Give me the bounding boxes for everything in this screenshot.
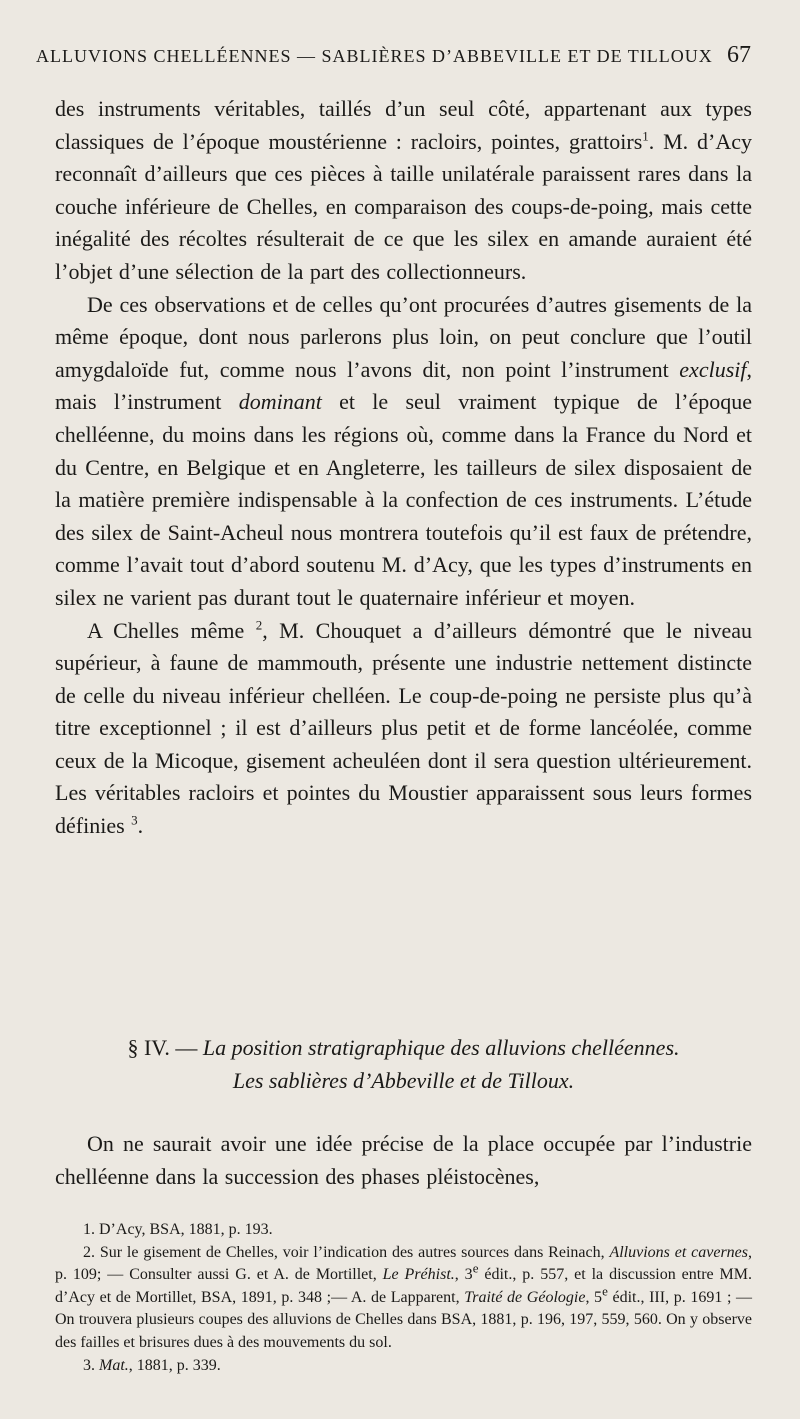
section-opening-paragraph [55,1127,752,1193]
section-heading-line-1 [55,1031,752,1064]
footnote-3 [55,1355,752,1378]
paragraph-1 [55,93,752,289]
text-run: . [137,813,144,839]
superscript: e [602,1283,608,1299]
emphasis-dominant: dominant [238,389,322,415]
running-head [36,42,751,72]
text-run: et le seul vraiment typique de l’époque chelléenne, du moins dans les régions où, comme dans la France du Nord et du Centre, en Belgique et en Angleterre, les tailleurs de silex disposaient de la matière première indispensable à la confection de ces instruments. L’étude des silex de Saint-Acheul nous montrera toutefois qu’il est faux de prétendre, comme l’avait tout d’abord soutenu M. d’Acy, que les types d’instruments en silex ne varient pas durant tout le quaternaire inférieur et moyen. [55,389,752,610]
superscript: e [472,1260,479,1276]
footnote-ref-3: 3 [131,812,138,828]
emphasis: Alluvions et cavernes [609,1243,748,1261]
text-run: , 3 [454,1266,473,1284]
section-paragraph: On ne saurait avoir une idée précise de la place occupée par l’industrie chelléenne dans la succession des phases pléistocènes, [55,1131,752,1189]
text-run: 3. [83,1356,99,1374]
text-run: De ces observations et de celles qu’ont procurées d’autres gisements de la même époque, dont nous parlerons plus loin, on peut conclure que l’outil amygdaloïde fut, comme nous l’avons dit, non point l’instrument [55,291,752,382]
text-run: des instruments véritables, taillés d’un seul côté, appartenant aux types classiques de l’époque moustérienne : racloirs, pointes, grattoirs [55,96,752,154]
running-head-title: ALLUVIONS CHELLÉENNES — SABLIÈRES D’ABBEVILLE ET DE TILLOUX [36,46,713,66]
section-title-line-1: La position stratigraphique des alluvions chelléennes. [202,1035,680,1060]
text-run: , p. 109; — Consulter aussi G. et A. de Mortillet, [55,1243,752,1284]
page-number: 67 [727,42,751,68]
text-run: . M. d’Acy reconnaît d’ailleurs que ces pièces à taille unilatérale paraissent rares dans la couche inférieure de Chelles, en comparaison des coups-de-poing, mais cette inégalité des récoltes résulterait de ce que les silex en amande auraient été l’objet d’une sélection de la part des collectionneurs. [55,128,752,284]
footnotes [55,1219,752,1377]
text-run: , mais l’instrument [55,356,752,415]
text-run: 2. Sur le gisement de Chelles, voir l’indication des autres sources dans Reinach, [83,1243,610,1261]
section-title-line-2: Les sablières d’Abbeville et de Tilloux. [232,1068,575,1093]
text-run: édit., p. 557, et la discussion entre MM. d’Acy et de Mortillet, BSA, 1891, p. 348 ;— A. de Lapparent, [55,1266,753,1306]
footnote-ref-1: 1 [642,128,649,144]
emphasis: Le Préhist. [382,1266,455,1284]
text-run: , 5 [585,1288,603,1306]
footnote-2 [55,1242,752,1355]
emphasis: Mat. [99,1356,129,1374]
emphasis-exclusif: exclusif [679,356,747,382]
footnote-ref-2: 2 [255,617,263,633]
main-text [55,93,752,843]
emphasis: Traité de Géologie [464,1288,586,1306]
text-run: édit., III, p. 1691 ; — On trouvera plusieurs coupes des alluvions de Chelles dans BSA, 1881, p. 196, 197, 559, 560. On y observe des failles et brisures dues à des mouvements du sol. [55,1288,753,1351]
section-heading [55,1031,752,1097]
footnote-1: 1. D’Acy, BSA, 1881, p. 193. [83,1221,273,1238]
paragraph-2 [55,289,752,615]
text-run: A Chelles même [87,617,256,643]
paragraph-3 [55,615,752,843]
section-label: § IV. — [127,1035,203,1060]
text-run: , 1881, p. 339. [128,1356,221,1374]
text-run: , M. Chouquet a d’ailleurs démontré que le niveau supérieur, à faune de mammouth, présente une industrie nettement distincte de celle du niveau inférieur chelléen. Le coup-de-poing ne persiste plus qu’à titre exceptionnel ; il est d’ailleurs plus petit et de forme lancéolée, comme ceux de la Micoque, gisement acheuléen dont il sera question ultérieurement. Les véritables racloirs et pointes du Moustier apparaissent sous leurs formes définies [55,617,752,839]
